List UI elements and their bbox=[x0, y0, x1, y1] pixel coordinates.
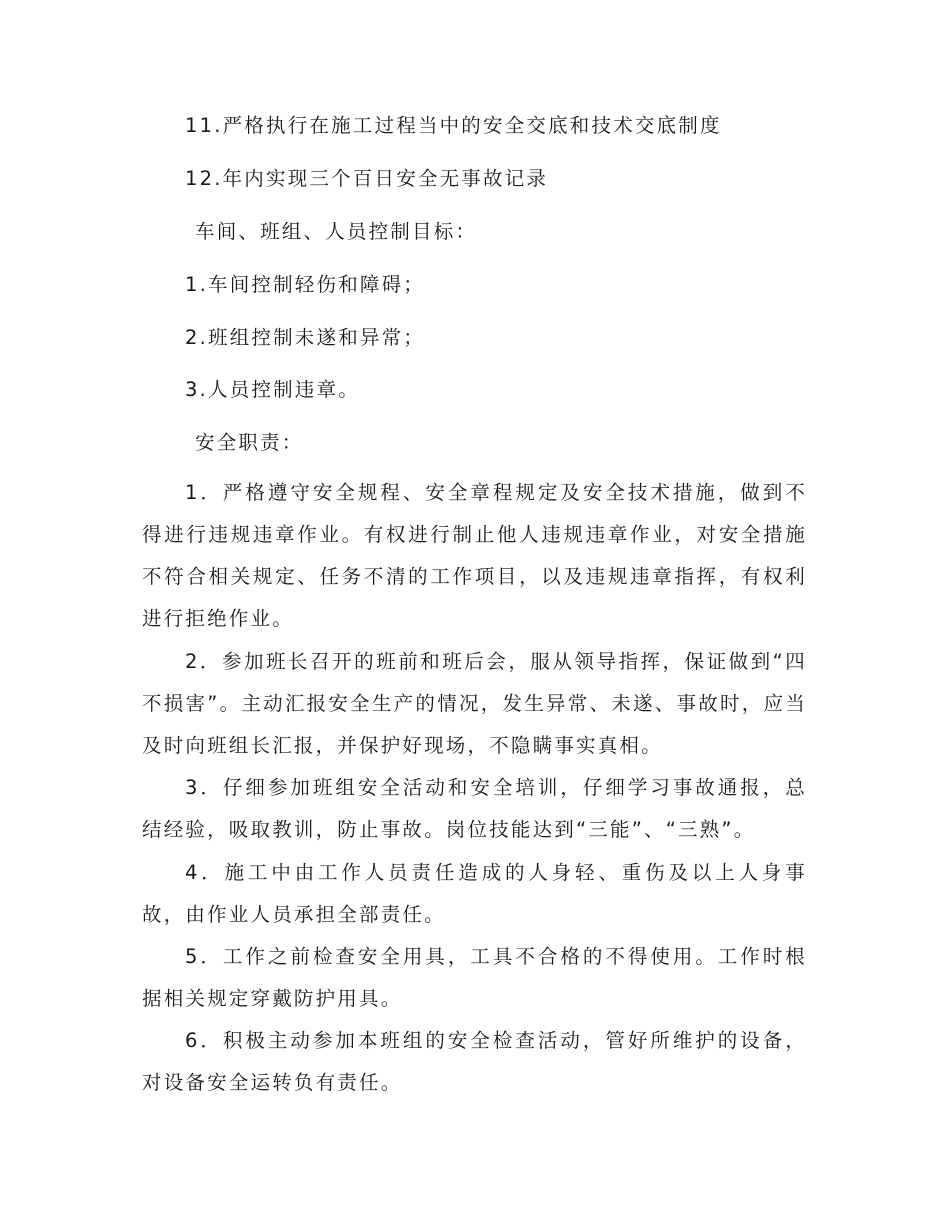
control-target-item: 2.班组控制未遂和异常； bbox=[185, 326, 426, 349]
safety-duty-item: 6．积极主动参加本班组的安全检查活动，管好所维护的设备，对设备安全运转负有责任。 bbox=[142, 1029, 807, 1094]
safety-duties-heading: 安全职责： bbox=[195, 431, 304, 454]
safety-duty-item: 1．严格遵守安全规程、安全章程规定及安全技术措施，做到不得进行违规违章作业。有权进行制止他人违规违章作业，对安全措施不符合相关规定、任务不清的工作项目，以及违规违章指挥，有权利进行拒绝作业。 bbox=[142, 481, 807, 630]
control-target-item: 1.车间控制轻伤和障碍； bbox=[185, 273, 426, 296]
control-targets-heading: 车间、班组、人员控制目标： bbox=[195, 220, 478, 243]
safety-duty-item: 5．工作之前检查安全用具，工具不合格的不得使用。工作时根据相关规定穿戴防护用具。 bbox=[142, 945, 807, 1010]
safety-duty-item: 3．仔细参加班组安全活动和安全培训，仔细学习事故通报，总结经验，吸取教训，防止事故。岗位技能达到“三能”、“三熟”。 bbox=[142, 776, 807, 841]
safety-duty-item: 2．参加班长召开的班前和班后会，服从领导指挥，保证做到“四不损害”。主动汇报安全生产的情况，发生异常、未遂、事故时，应当及时向班组长汇报，并保护好现场，不隐瞒事实真相。 bbox=[142, 650, 807, 757]
target-item-11: 11.严格执行在施工过程当中的安全交底和技术交底制度 bbox=[185, 114, 722, 137]
control-target-item: 3.人员控制违章。 bbox=[185, 378, 360, 401]
safety-duty-item: 4．施工中由工作人员责任造成的人身轻、重伤及以上人身事故，由作业人员承担全部责任。 bbox=[142, 861, 807, 926]
target-item-12: 12.年内实现三个百日安全无事故记录 bbox=[185, 167, 549, 190]
